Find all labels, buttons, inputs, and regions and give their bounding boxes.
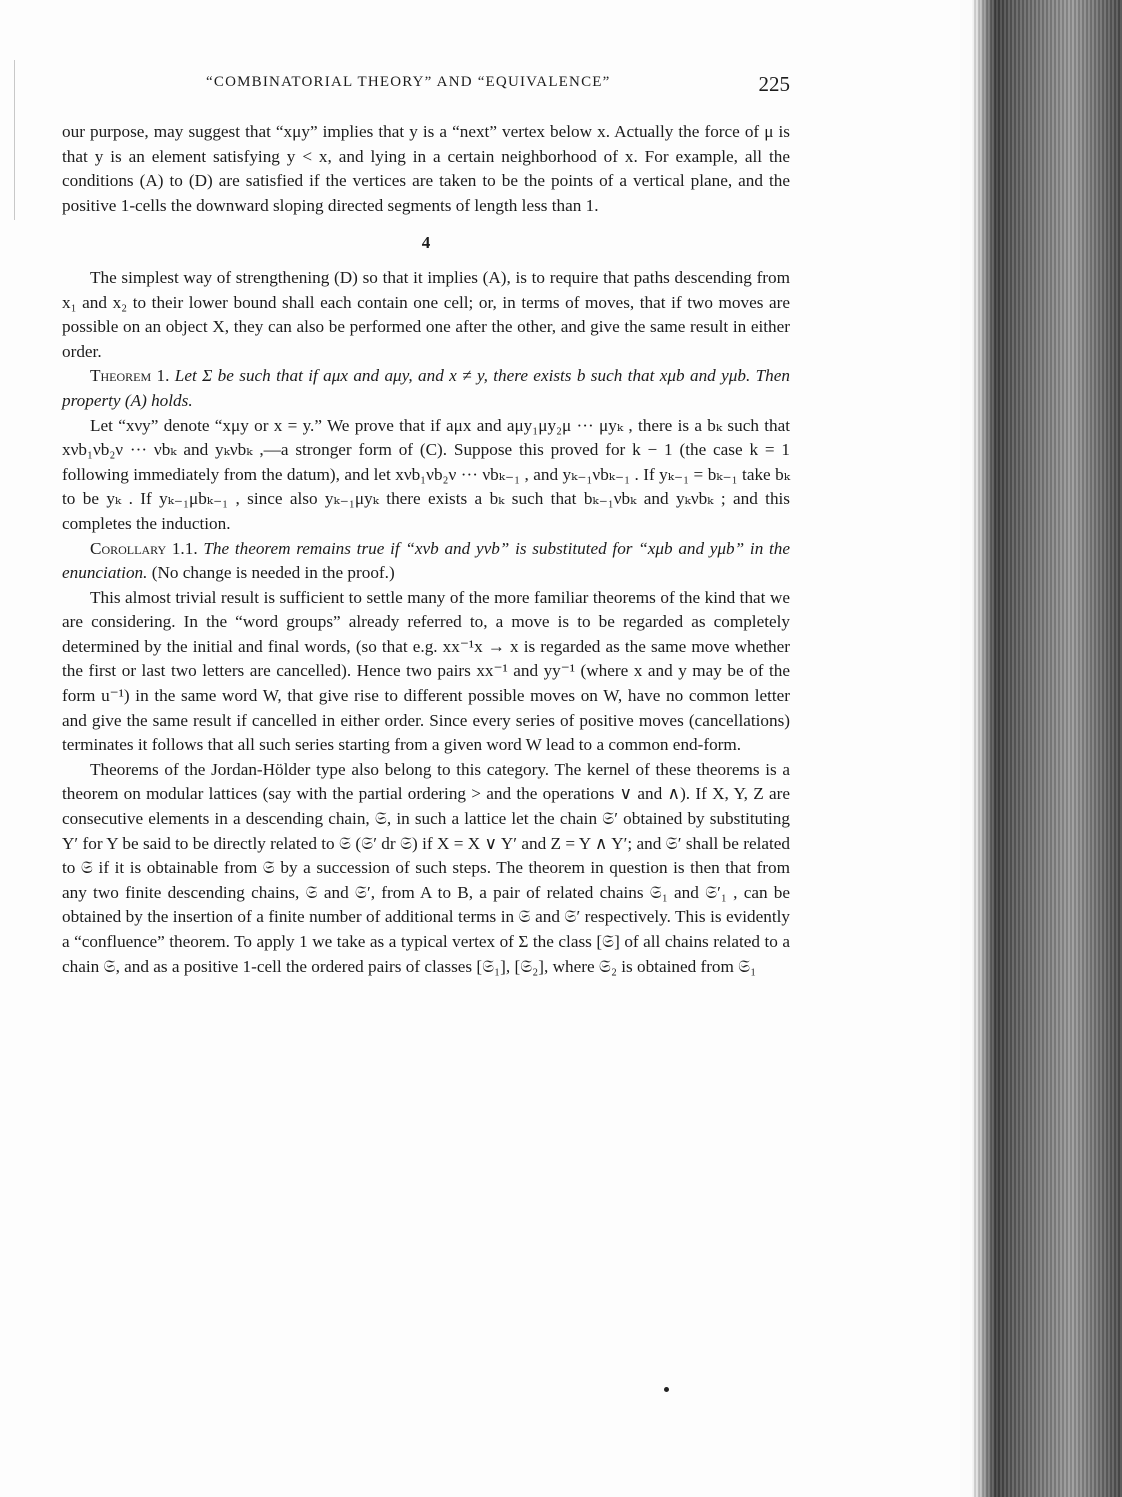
body-text [62,120,790,979]
corollary-label: Corollary 1.1. [90,538,198,558]
paragraph: This almost trivial result is sufficient to settle many of the more familiar theorems of the kind that we are considering. In the “word groups” already referred to, a move is to be regarded as completely determined by the initial and final words, (so that e.g. xx⁻¹x → x is regarded as the same move whether the first or last two letters are cancelled). Hence two pairs xx⁻¹ and yy⁻¹ (where x and y may be of the form u⁻¹) in the same word W, that give rise to different possible moves on W, have no common letter and give the same result if cancelled in either order. Since every series of positive moves (cancellations) terminates it follows that all such series starting from a given word W lead to a common end-form. [62,587,790,755]
theorem [62,364,790,413]
corollary-remark: (No change is needed in the proof.) [147,563,395,583]
ink-dot [664,1387,669,1392]
page-margin-mark [14,60,15,220]
theorem-statement: Let Σ be such that if aμx and aμy, and x ≠ y, there exists b such that xμb and yμb. Then property (A) holds. [62,366,790,410]
book-page-edges [972,0,1122,1497]
paragraph: The simplest way of strengthening (D) so that it implies (A), is to require that paths descending from x₁ and x₂ to their lower bound shall each contain one cell; or, in terms of moves, that if two moves are possible on an object X, they can also be performed one after the other, and give the same result in either order. [62,267,790,361]
page-number: 225 [758,72,790,96]
section-heading: 4 [421,233,431,253]
proof-paragraph: Let “xνy” denote “xμy or x = y.” We prove that if aμx and aμy₁μy₂μ ··· μyₖ , there is a bₖ such that xνb₁νb₂ν ··· νbₖ and yₖνbₖ ,—a stronger form of (C). Suppose this proved for k − 1 (the case k = 1 following immediately from the datum), and let xνb₁νb₂ν ··· νbₖ₋₁ , and yₖ₋₁νbₖ₋₁ . If yₖ₋₁ = bₖ₋₁ take bₖ to be yₖ . If yₖ₋₁μbₖ₋₁ , since also yₖ₋₁μyₖ there exists a bₖ such that bₖ₋₁νbₖ and yₖνbₖ ; and this completes the induction. [62,415,790,533]
corollary-statement: The theorem remains true if “xνb and yνb” is substituted for “xμb and yμb” in the enunciation. [62,538,791,583]
running-head: “COMBINATORIAL THEORY” AND “EQUIVALENCE” [206,74,611,90]
theorem-label: Theorem 1. [90,366,170,386]
paragraph: our purpose, may suggest that “xμy” implies that y is a “next” vertex below x. Actually the force of μ is that y is an element satisfying y < x, and lying in a certain neighborhood of x. For example, all the conditions (A) to (D) are satisfied if the vertices are taken to be the points of a vertical plane, and the positive 1-cells the downward sloping directed segments of length less than 1. [62,122,790,215]
paragraph: Theorems of the Jordan-Hölder type also belong to this category. The kernel of these theorems is a theorem on modular lattices (say with the partial ordering > and the operations ∨ and ∧). If X, Y, Z are consecutive elements in a descending chain, 𝔖, in such a lattice let the chain 𝔖′ obtained by substituting Y′ for Y be said to be directly related to 𝔖 (𝔖′ dr 𝔖) if X = X ∨ Y′ and Z = Y ∧ Y′; and 𝔖′ shall be related to 𝔖 if it is obtainable from 𝔖 by a succession of such steps. The theorem in question is then that from any two finite descending chains, 𝔖 and 𝔖′, from A to B, a pair of related chains 𝔖₁ and 𝔖′₁ , can be obtained by the insertion of a finite number of additional terms in 𝔖 and 𝔖′ respectively. This is evidently a “confluence” theorem. To apply 1 we take as a typical vertex of Σ the class [𝔖] of all chains related to a chain 𝔖, and as a positive 1-cell the ordered pairs of classes [𝔖₁], [𝔖₂], where 𝔖₂ is obtained from 𝔖₁ [62,759,790,976]
corollary [62,537,790,586]
page-header [62,72,792,98]
